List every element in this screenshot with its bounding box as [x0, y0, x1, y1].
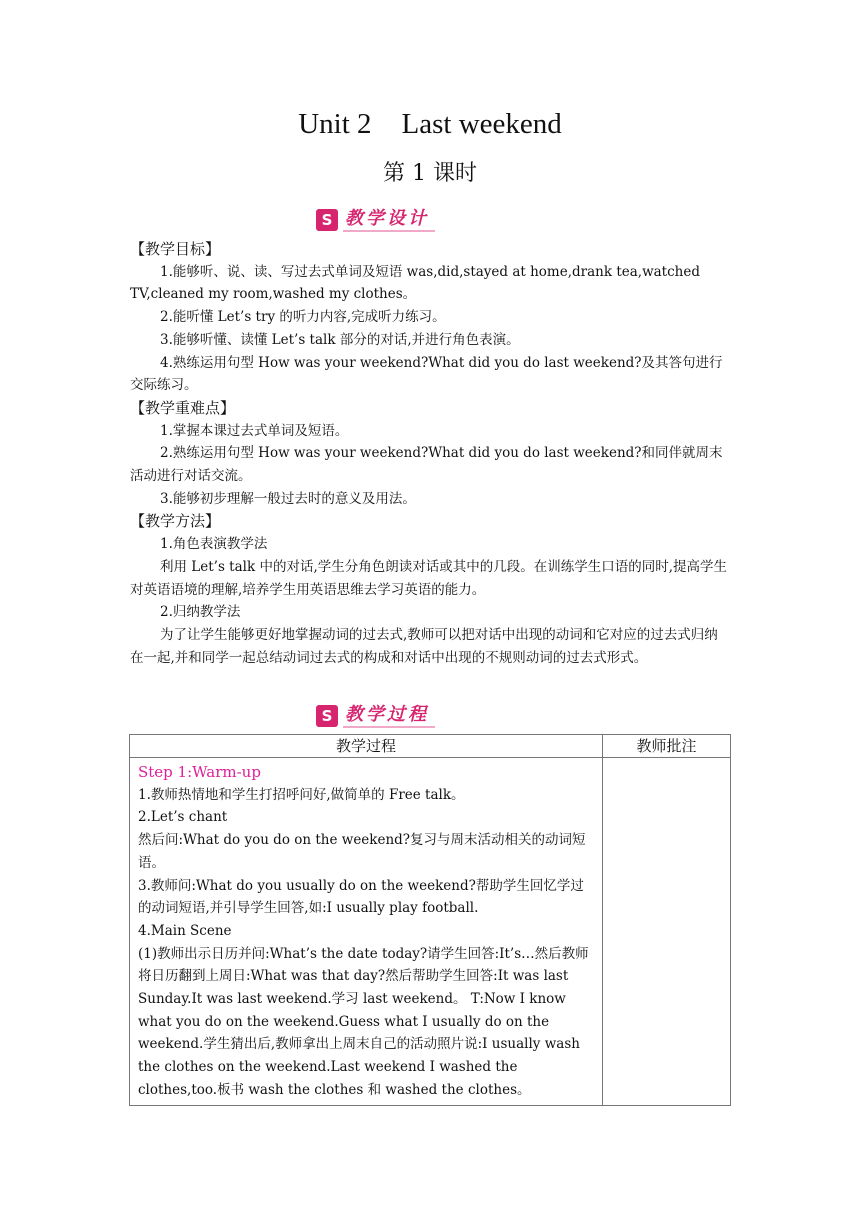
method-item: 2.归纳教学法: [160, 604, 241, 621]
notes-cell: [603, 758, 731, 1106]
method-item: 为了让学生能够更好地掌握动词的过去式,教师可以把对话中出现的动词和它对应的过去式归纳在一起,并和同学一起总结动词过去式的构成和对话中出现的不规则动词的过去式形式。: [130, 626, 718, 666]
process-cell: [130, 758, 603, 1106]
page-title: [0, 108, 860, 141]
step-title: Step 1:Warm-up: [138, 763, 261, 781]
method-item: 1.角色表演教学法: [160, 536, 268, 553]
unit-title: Last weekend: [401, 108, 562, 140]
key-point-item: 3.能够初步理解一般过去时的意义及用法。: [160, 490, 416, 507]
lesson-subtitle: 第 1 课时: [383, 161, 477, 186]
banner-teaching-design: [316, 207, 435, 233]
method-item: 利用 Let’s talk 中的对话,学生分角色朗读对话或其中的几段。在训练学生口语的同时,提高学生对英语语境的理解,培养学生用英语思维去学习英语的能力。: [130, 558, 728, 598]
s-logo-icon: S: [316, 209, 338, 231]
goal-item: 2.能听懂 Let’s try 的听力内容,完成听力练习。: [160, 309, 446, 326]
step-line: 3.教师问:What do you usually do on the weekend?帮助学生回忆学过的动词短语,并引导学生回答,如:I usually play football.: [138, 877, 584, 917]
lesson-content: [130, 238, 730, 669]
step-line: 1.教师热情地和学生打招呼问好,做简单的 Free talk。: [138, 786, 465, 803]
banner-label: 教学过程: [343, 704, 435, 728]
step-line: 4.Main Scene: [138, 922, 232, 939]
table-header-row: [130, 735, 731, 758]
unit-label: Unit 2: [298, 108, 372, 140]
methods-heading: 【教学方法】: [130, 512, 221, 531]
key-points-heading: 【教学重难点】: [130, 398, 236, 417]
key-point-item: 1.掌握本课过去式单词及短语。: [160, 422, 349, 439]
goal-item: 1.能够听、说、读、写过去式单词及短语 was,did,stayed at home,drank tea,watched TV,cleaned my room,washed my clothes。: [130, 263, 700, 303]
process-table: [129, 734, 731, 1106]
step-line: 然后问:What do you do on the weekend?复习与周末活动相关的动词短语。: [138, 832, 586, 871]
key-point-item: 2.熟练运用句型 How was your weekend?What did you do last weekend?和同伴就周末活动进行对话交流。: [130, 445, 723, 485]
step-line: 2.Let’s chant: [138, 809, 228, 826]
s-logo-icon: S: [316, 705, 338, 727]
banner-label: 教学设计: [343, 208, 435, 232]
goals-heading: 【教学目标】: [130, 240, 221, 258]
goal-item: 4.熟练运用句型 How was your weekend?What did you do last weekend?及其答句进行交际练习。: [130, 354, 723, 394]
banner-teaching-process: [316, 703, 435, 729]
header-process: 教学过程: [130, 735, 603, 758]
step-line: (1)教师出示日历并问:What’s the date today?请学生回答:It’s…然后教师将日历翻到上周日:What was that day?然后帮助学生回答:It was last Sunday.It was last weekend.学习 last weekend。 T:Now I know what you do on the weekend.Guess what I usually do on the weekend.学生猜出后,教师拿出上周末自己的活动照片说:I usually wash the clothes on the weekend.Last weekend I washed the clothes,too.板书 wash the clothes 和 washed the clothes。: [138, 945, 589, 1098]
table-row: [130, 758, 731, 1106]
header-notes: 教师批注: [603, 735, 731, 758]
goal-item: 3.能够听懂、读懂 Let’s talk 部分的对话,并进行角色表演。: [160, 331, 520, 348]
